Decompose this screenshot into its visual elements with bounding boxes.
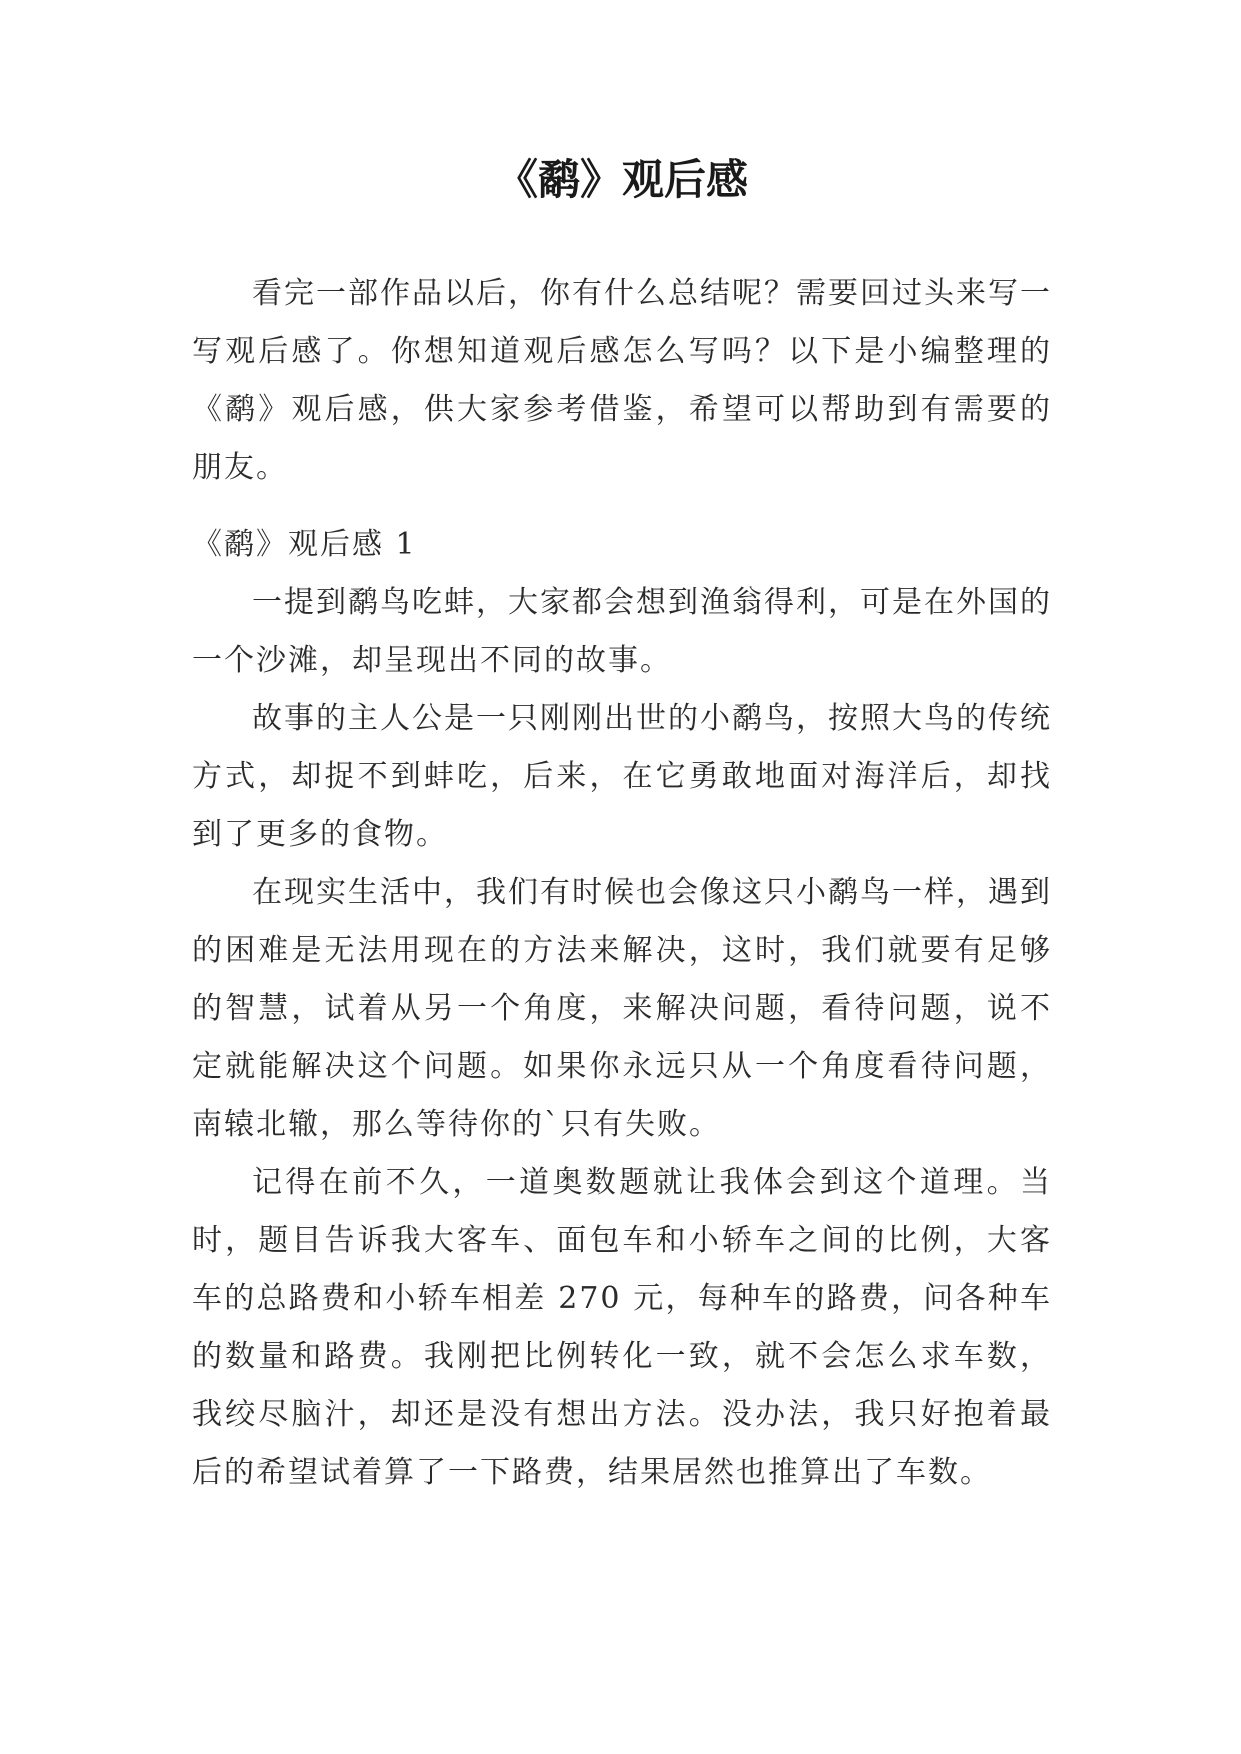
intro-paragraph: 看完一部作品以后，你有什么总结呢？需要回过头来写一写观后感了。你想知道观后感怎么写吗？以下是小编整理的《鹬》观后感，供大家参考借鉴，希望可以帮助到有需要的朋友。 <box>192 276 1052 485</box>
body-paragraph-3: 在现实生活中，我们有时候也会像这只小鹬鸟一样，遇到的困难是无法用现在的方法来解决，这时，我们就要有足够的智慧，试着从另一个角度，来解决问题，看待问题，说不定就能解决这个问题。如果你永远只从一个角度看待问题，南辕北辙，那么等待你的`只有失败。 <box>192 875 1052 1142</box>
body-paragraph-4: 记得在前不久，一道奥数题就让我体会到这个道理。当时，题目告诉我大客车、面包车和小轿车之间的比例，大客车的总路费和小轿车相差 270 元，每种车的路费，问各种车的数量和路费。我刚把比例转化一致，就不会怎么求车数，我绞尽脑汁，却还是没有想出方法。没办法，我只好抱着最后的希望试着算了一下路费，结果居然也推算出了车数。 <box>192 1165 1052 1490</box>
intro-block <box>192 265 1052 497</box>
section-1 <box>192 516 1052 1502</box>
body-paragraph-1: 一提到鹬鸟吃蚌，大家都会想到渔翁得利，可是在外国的一个沙滩，却呈现出不同的故事。 <box>192 585 1052 678</box>
document-title: 《鹬》观后感 <box>495 155 748 204</box>
body-paragraph-2: 故事的主人公是一只刚刚出世的小鹬鸟，按照大鸟的传统方式，却捉不到蚌吃，后来，在它勇敢地面对海洋后，却找到了更多的食物。 <box>192 701 1052 852</box>
section-heading: 《鹬》观后感 1 <box>192 527 417 562</box>
